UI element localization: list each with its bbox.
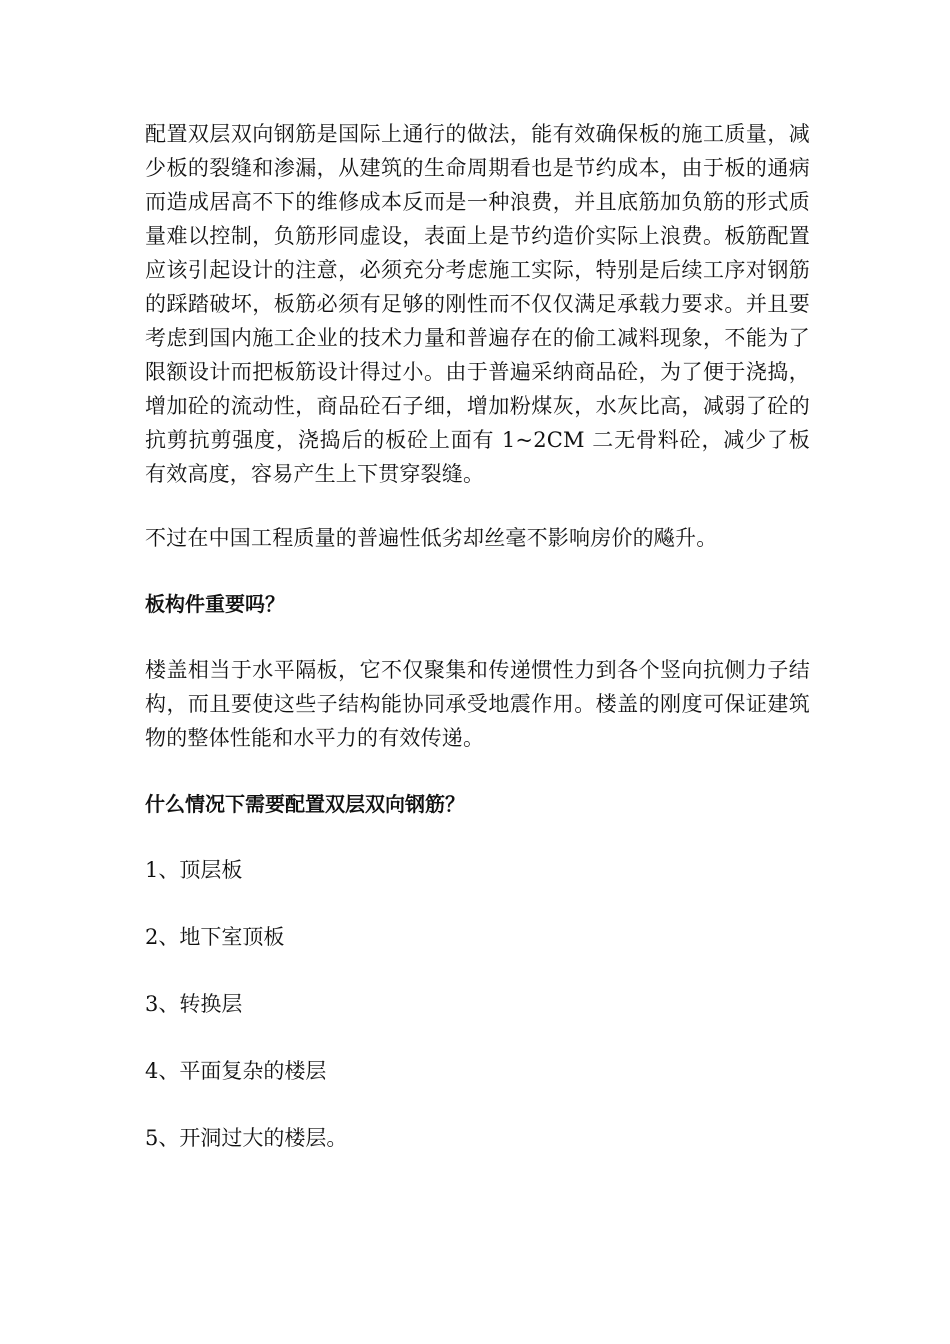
- situation-list: [145, 853, 810, 1155]
- list-item: 4、平面复杂的楼层: [145, 1059, 327, 1083]
- heading-when-double-layer: 什么情况下需要配置双层双向钢筋？: [145, 792, 465, 816]
- heading-slab-importance: 板构件重要吗？: [145, 592, 285, 616]
- paragraph-floor-diaphragm: 楼盖相当于水平隔板，它不仅聚集和传递惯性力到各个竖向抗侧力子结构，而且要使这些子结构能协同承受地震作用。楼盖的刚度可保证建筑物的整体性能和水平力的有效传递。: [145, 658, 810, 750]
- list-item: 2、地下室顶板: [145, 925, 285, 949]
- list-item: 5、开洞过大的楼层。: [145, 1126, 348, 1150]
- list-item: 1、顶层板: [145, 858, 243, 882]
- paragraph-quality-remark: 不过在中国工程质量的普遍性低劣却丝毫不影响房价的飚升。: [145, 526, 718, 550]
- paragraph-double-layer-rebar: 配置双层双向钢筋是国际上通行的做法，能有效确保板的施工质量，减少板的裂缝和渗漏，从建筑的生命周期看也是节约成本，由于板的通病而造成居高不下的维修成本反而是一种浪费，并且底筋加负筋的形式质量难以控制，负筋形同虚设，表面上是节约造价实际上浪费。板筋配置应该引起设计的注意，必须充分考虑施工实际，特别是后续工序对钢筋的踩踏破坏，板筋必须有足够的刚性而不仅仅满足承载力要求。并且要考虑到国内施工企业的技术力量和普遍存在的偷工减料现象，不能为了限额设计而把板筋设计得过小。由于普遍采纳商品砼，为了便于浇捣，增加砼的流动性，商品砼石子细，增加粉煤灰，水灰比高，减弱了砼的抗剪抗剪强度，浇捣后的板砼上面有 1~2CM 二无骨料砼，减少了板有效高度，容易产生上下贯穿裂缝。: [145, 122, 810, 486]
- document-body: [145, 117, 810, 1188]
- list-item: 3、转换层: [145, 992, 243, 1016]
